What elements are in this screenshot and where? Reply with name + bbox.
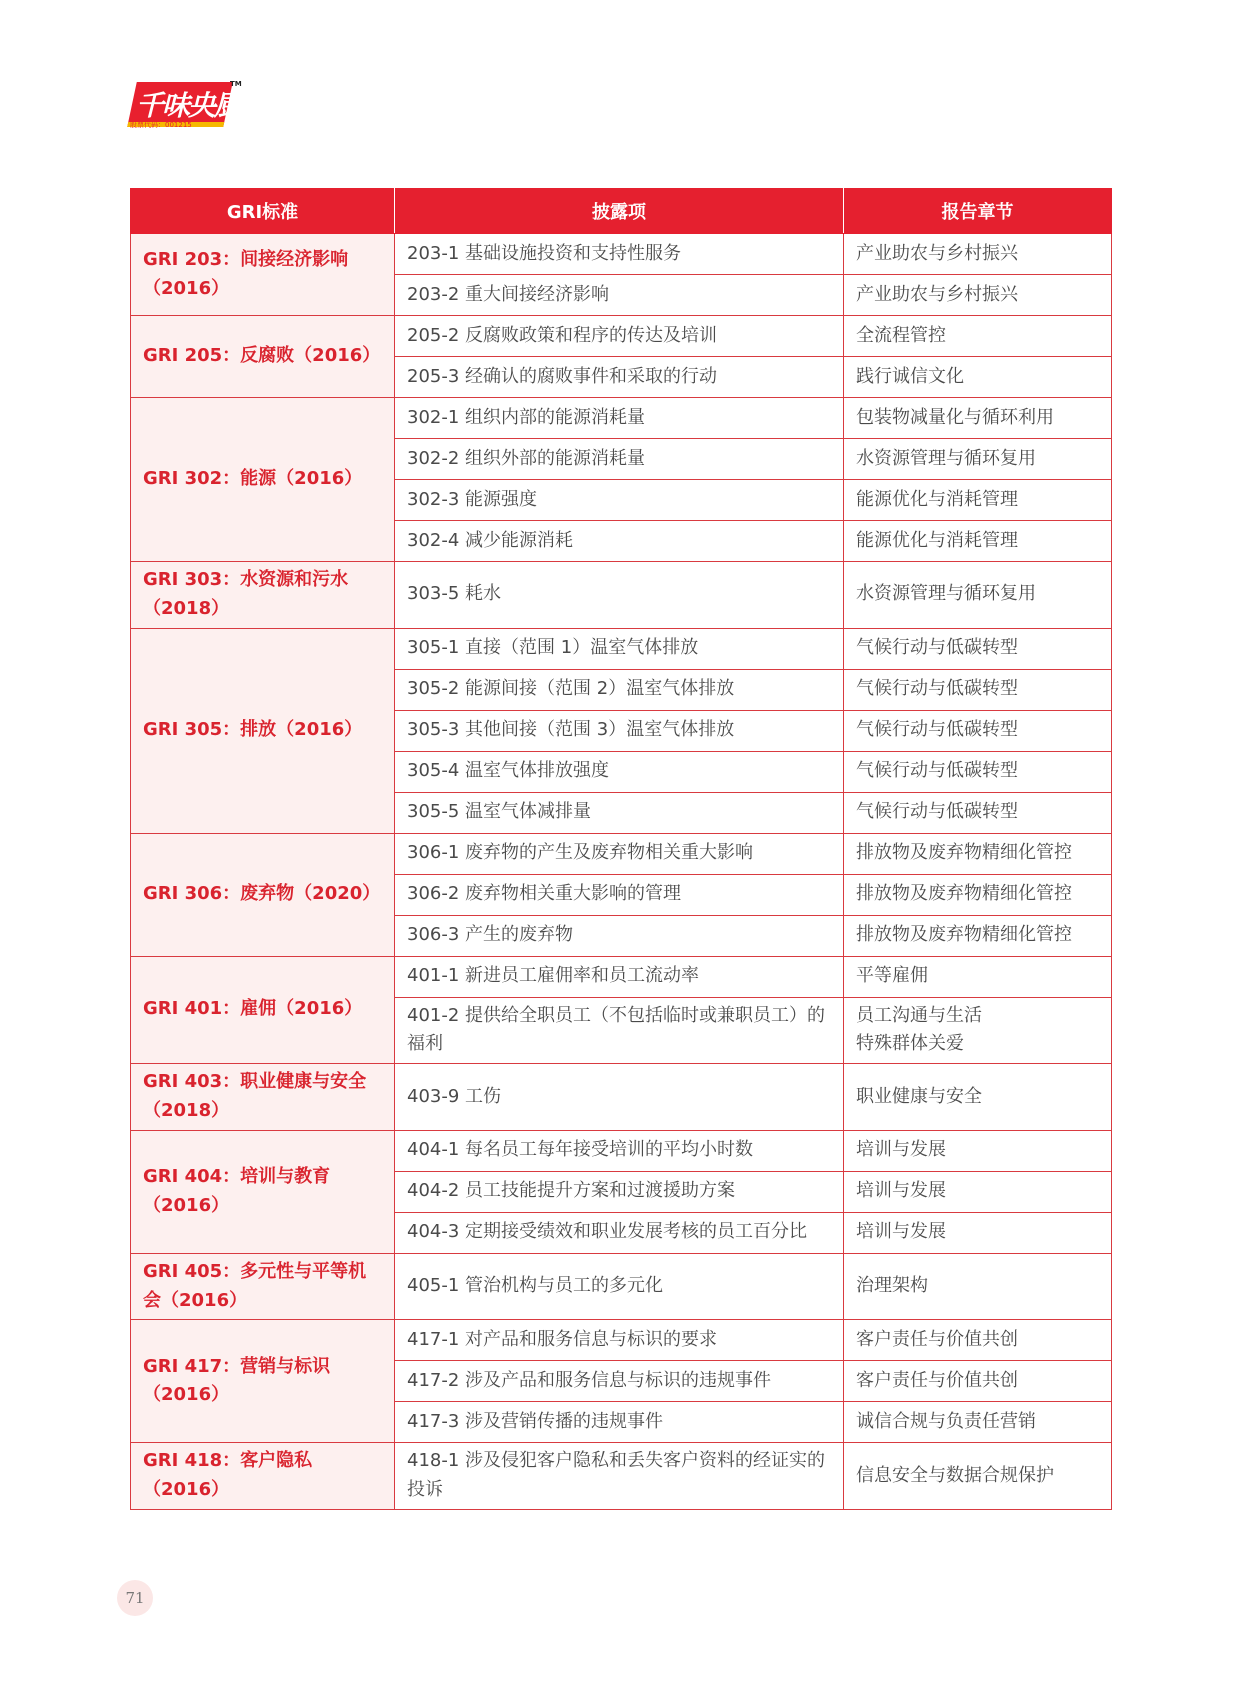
report-chapter-cell: 客户责任与价值共创 [844,1361,1112,1402]
table-row [131,398,1112,439]
disclosure-cell: 306-1 废弃物的产生及废弃物相关重大影响 [395,833,844,874]
gri-standard-cell: GRI 405：多元性与平等机会（2016） [131,1253,395,1320]
gri-standard-cell: GRI 401：雇佣（2016） [131,956,395,1064]
table-row [131,833,1112,874]
report-chapter-cell: 全流程管控 [844,316,1112,357]
disclosure-cell: 302-2 组织外部的能源消耗量 [395,439,844,480]
disclosure-cell: 405-1 管治机构与员工的多元化 [395,1253,844,1320]
disclosure-cell: 417-2 涉及产品和服务信息与标识的违规事件 [395,1361,844,1402]
table-row [131,1320,1112,1361]
report-chapter-cell: 产业助农与乡村振兴 [844,275,1112,316]
table-row [131,316,1112,357]
disclosure-cell: 205-2 反腐败政策和程序的传达及培训 [395,316,844,357]
report-chapter-cell: 能源优化与消耗管理 [844,480,1112,521]
gri-index-table [130,188,1112,1510]
report-chapter-cell: 气候行动与低碳转型 [844,628,1112,669]
report-chapter-cell: 排放物及废弃物精细化管控 [844,915,1112,956]
table-header-row [131,189,1112,234]
report-chapter-cell: 水资源管理与循环复用 [844,439,1112,480]
disclosure-cell: 305-3 其他间接（范围 3）温室气体排放 [395,710,844,751]
report-chapter-cell: 培训与发展 [844,1130,1112,1171]
logo-text: 千味央厨 [136,89,241,122]
report-chapter-cell: 信息安全与数据合规保护 [844,1443,1112,1510]
report-chapter-cell: 能源优化与消耗管理 [844,521,1112,562]
report-chapter-cell: 气候行动与低碳转型 [844,751,1112,792]
disclosure-cell: 404-2 员工技能提升方案和过渡援助方案 [395,1171,844,1212]
gri-standard-cell: GRI 306：废弃物（2020） [131,833,395,956]
report-chapter-cell: 践行诚信文化 [844,357,1112,398]
table-body [131,234,1112,1510]
header-gri-standard: GRI标准 [131,189,395,234]
table-row [131,234,1112,275]
report-chapter-cell: 气候行动与低碳转型 [844,710,1112,751]
disclosure-cell: 302-3 能源强度 [395,480,844,521]
disclosure-cell: 404-1 每名员工每年接受培训的平均小时数 [395,1130,844,1171]
table-row [131,562,1112,629]
disclosure-cell: 418-1 涉及侵犯客户隐私和丢失客户资料的经证实的投诉 [395,1443,844,1510]
disclosure-cell: 203-2 重大间接经济影响 [395,275,844,316]
gri-standard-cell: GRI 305：排放（2016） [131,628,395,833]
report-chapter-cell: 包装物减量化与循环利用 [844,398,1112,439]
report-chapter-cell: 诚信合规与负责任营销 [844,1402,1112,1443]
disclosure-cell: 401-1 新进员工雇佣率和员工流动率 [395,956,844,997]
disclosure-cell: 417-1 对产品和服务信息与标识的要求 [395,1320,844,1361]
gri-standard-cell: GRI 418：客户隐私（2016） [131,1443,395,1510]
table-row [131,628,1112,669]
report-chapter-cell: 排放物及废弃物精细化管控 [844,833,1112,874]
disclosure-cell: 305-4 温室气体排放强度 [395,751,844,792]
disclosure-cell: 302-4 减少能源消耗 [395,521,844,562]
disclosure-cell: 306-2 废弃物相关重大影响的管理 [395,874,844,915]
gri-standard-cell: GRI 403：职业健康与安全（2018） [131,1064,395,1131]
disclosure-cell: 305-2 能源间接（范围 2）温室气体排放 [395,669,844,710]
report-chapter-cell: 排放物及废弃物精细化管控 [844,874,1112,915]
company-logo [126,80,242,130]
table-row [131,1130,1112,1171]
report-chapter-cell: 培训与发展 [844,1171,1112,1212]
page-number: 71 [117,1580,153,1616]
gri-standard-cell: GRI 417：营销与标识（2016） [131,1320,395,1443]
report-chapter-cell: 平等雇佣 [844,956,1112,997]
report-chapter-cell: 客户责任与价值共创 [844,1320,1112,1361]
gri-standard-cell: GRI 404：培训与教育（2016） [131,1130,395,1253]
logo-trademark: TM [230,80,242,88]
disclosure-cell: 401-2 提供给全职员工（不包括临时或兼职员工）的福利 [395,997,844,1064]
gri-standard-cell: GRI 203：间接经济影响（2016） [131,234,395,316]
header-report-chapter: 报告章节 [844,189,1112,234]
report-chapter-cell: 产业助农与乡村振兴 [844,234,1112,275]
report-chapter-cell: 治理架构 [844,1253,1112,1320]
report-chapter-cell: 职业健康与安全 [844,1064,1112,1131]
report-chapter-cell: 气候行动与低碳转型 [844,792,1112,833]
disclosure-cell: 404-3 定期接受绩效和职业发展考核的员工百分比 [395,1212,844,1253]
report-chapter-cell: 气候行动与低碳转型 [844,669,1112,710]
disclosure-cell: 205-3 经确认的腐败事件和采取的行动 [395,357,844,398]
disclosure-cell: 403-9 工伤 [395,1064,844,1131]
disclosure-cell: 305-1 直接（范围 1）温室气体排放 [395,628,844,669]
report-chapter-cell: 培训与发展 [844,1212,1112,1253]
table-row [131,1443,1112,1510]
report-chapter-cell: 员工沟通与生活 特殊群体关爱 [844,997,1112,1064]
report-chapter-cell: 水资源管理与循环复用 [844,562,1112,629]
disclosure-cell: 303-5 耗水 [395,562,844,629]
gri-standard-cell: GRI 205：反腐败（2016） [131,316,395,398]
table-row [131,1253,1112,1320]
disclosure-cell: 417-3 涉及营销传播的违规事件 [395,1402,844,1443]
disclosure-cell: 203-1 基础设施投资和支持性服务 [395,234,844,275]
disclosure-cell: 302-1 组织内部的能源消耗量 [395,398,844,439]
gri-standard-cell: GRI 303：水资源和污水（2018） [131,562,395,629]
disclosure-cell: 305-5 温室气体减排量 [395,792,844,833]
disclosure-cell: 306-3 产生的废弃物 [395,915,844,956]
gri-standard-cell: GRI 302：能源（2016） [131,398,395,562]
table-row [131,956,1112,997]
header-disclosure: 披露项 [395,189,844,234]
table-row [131,1064,1112,1131]
logo-stock-code: 股票代码：001215 [130,121,192,129]
